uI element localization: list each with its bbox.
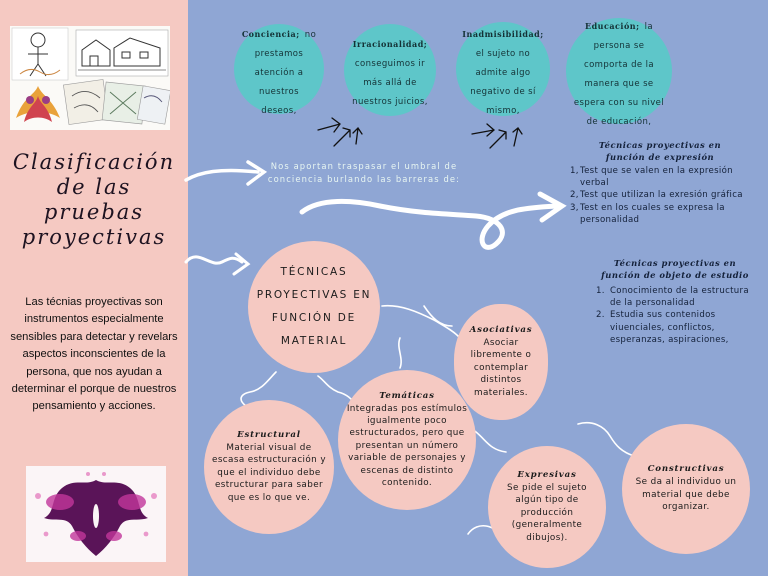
node-constructivas-title: Constructivas [647,464,725,475]
node-constructivas [622,424,750,554]
node-estructural-text: Material visual de escasa estructuración y que el individuo debe estructurar para saber que es lo que ve. [212,442,326,503]
left-panel [0,0,188,576]
bubble-irracionalidad-title: Irracionalidad; [352,39,428,49]
list-item-number: 1. [596,286,605,296]
bubble-inadmisibilidad-body: el sujeto no admite algo negativo de sí mismo, [470,48,536,116]
list-item-text: Test en los cuales se expresa la personalidad [580,202,725,225]
list-item-number: 1, [570,166,579,176]
expression-list [570,165,750,226]
expression-title: Técnicas proyectivas en función de expresión [598,140,722,162]
inkblot-illustration [26,466,166,562]
list-item [596,309,754,346]
bubble-educacion-text [572,14,666,128]
bubble-conciencia-body: no prestamos atención a nuestros deseos, [254,29,317,116]
drawings-collage-illustration [10,26,170,130]
rorschach-inkblot-image [26,466,166,562]
list-item-text: Test que se valen en la expresión verbal [580,166,733,189]
bubble-conciencia-text [240,22,318,117]
bubble-inadmisibilidad-text [462,22,544,117]
bubble-irracionalidad-text [350,32,430,108]
list-item [596,285,754,309]
list-item-number: 2. [596,310,605,321]
node-asociativas-text: Asociar libremente o contemplar distintos materiales. [470,337,532,398]
expression-section [570,140,750,226]
bubble-conciencia-title: Conciencia; [241,28,300,39]
node-estructural [204,400,334,534]
umbral-note: Nos aportan traspasar el umbral de conciencia burlando las barreras de: [267,161,461,184]
list-item-text: Test que utilizan la exresión gráfica [580,190,743,201]
bubble-educacion [566,18,672,127]
list-item-text: Estudia sus contenidos viuenciales, conflictos, esperanzas, aspiraciones, [610,310,729,345]
bubble-conciencia [234,24,324,114]
list-item-number: 2, [570,190,579,201]
page-title: Clasificación de las pruebas proyectivas [12,150,176,249]
node-tematicas [338,370,476,510]
node-expresivas [488,446,606,568]
list-item [570,202,750,226]
center-title: TÉCNICAS PROYECTIVAS EN FUNCIÓN DE MATERIAL [256,266,372,347]
bubble-educacion-body: la persona se comporta de la manera que se espera con su nivel de educación, [573,22,665,127]
node-constructivas-text: Se da al individuo un material que debe organizar. [635,477,737,513]
object-section [596,258,754,346]
node-tematicas-title: Temáticas [379,390,435,401]
list-item-text: Conocimiento de la estructura de la personalidad [610,286,749,309]
node-tematicas-text: Integradas pos estímulos igualmente poco estructurados, pero que presentan un número variable de personajes y escenas de distinto contenido. [346,403,468,489]
bubble-irracionalidad [344,24,436,116]
bubble-irracionalidad-body: conseguimos ir más allá de nuestros juicios, [352,59,428,107]
node-expresivas-text: Se pide el sujeto algún tipo de producción (generalmente dibujos). [507,482,587,543]
list-item [570,189,750,201]
center-circle [248,241,380,373]
drawings-collage-image [10,26,170,130]
bubble-inadmisibilidad-title: Inadmisibilidad; [462,28,544,39]
bubble-educacion-title: Educación; [584,21,640,31]
list-item [570,165,750,189]
intro-paragraph: Las técnias proyectivas son instrumentos especialmente sensibles para detectar y revelars aspectos inconscientes de la persona, que nos ayudan a determinar el porque de nuestros pensamiento y acciones. [10,296,178,413]
node-asociativas-title: Asociativas [469,324,533,335]
node-asociativas [454,304,548,420]
object-list [596,285,754,346]
bubble-inadmisibilidad [456,22,550,116]
list-item-number: 3, [570,202,579,213]
node-estructural-title: Estructural [237,429,301,440]
node-expresivas-title: Expresivas [517,469,577,480]
object-title: Técnicas proyectivas en función de objeto de estudio [601,258,749,280]
